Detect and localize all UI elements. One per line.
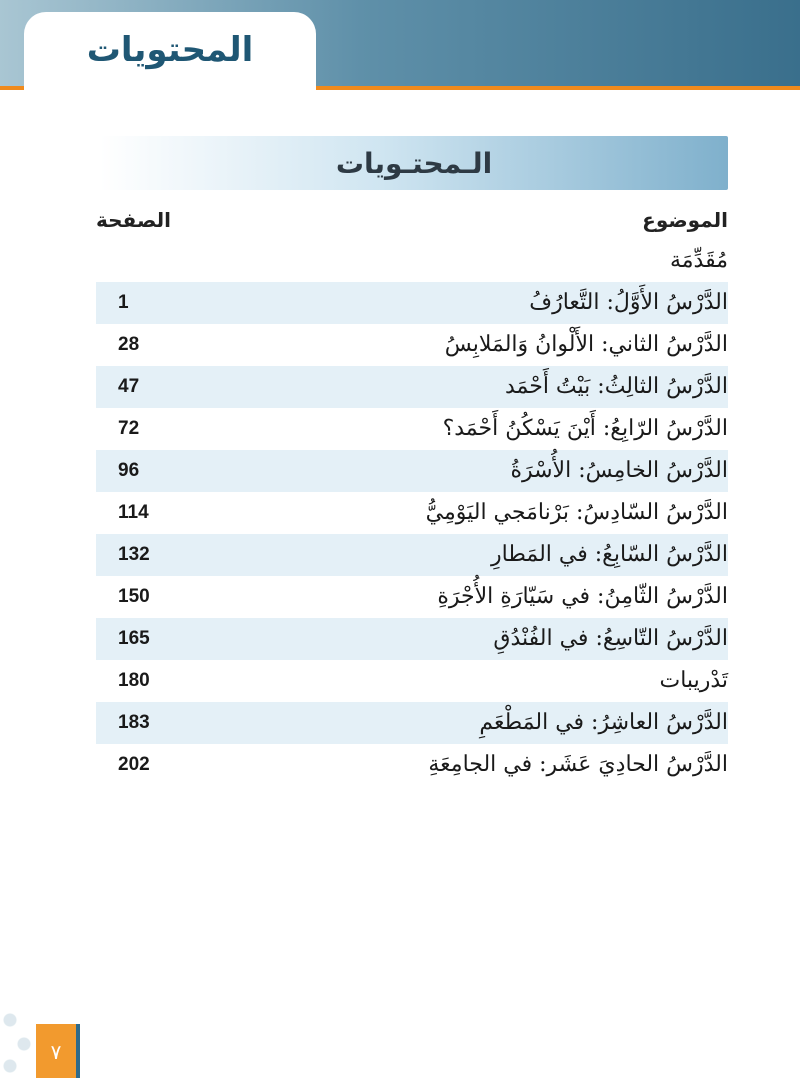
- toc-page: 114: [118, 502, 149, 523]
- toc-row: [96, 744, 728, 786]
- toc-page: 1: [118, 292, 129, 313]
- toc-row: [96, 408, 728, 450]
- toc-row: [96, 534, 728, 576]
- header-title: المحتويات: [86, 30, 254, 70]
- toc-row: [96, 324, 728, 366]
- page-number: ٧: [50, 1040, 62, 1064]
- toc-page: 150: [118, 586, 150, 607]
- page-number-tab-edge: [76, 1024, 80, 1078]
- toc-row: [96, 240, 728, 282]
- toc-row: [96, 618, 728, 660]
- toc-title: الدَّرْسُ الحادِيَ عَشَر: في الجامِعَةِ: [428, 752, 728, 777]
- toc-title: الدَّرْسُ الأَوَّلُ: التَّعارُفُ: [529, 290, 728, 315]
- toc-title: الدَّرْسُ التّاسِعُ: في الفُنْدُقِ: [493, 626, 728, 651]
- toc-page: 183: [118, 712, 150, 733]
- toc-title: مُقَدِّمَة: [669, 248, 728, 273]
- column-header-topic: الموضوع: [642, 208, 728, 232]
- toc-page: 47: [118, 376, 140, 397]
- toc-page: 202: [118, 754, 150, 775]
- toc-row: [96, 660, 728, 702]
- toc-page: 180: [118, 670, 150, 691]
- toc-row: [96, 702, 728, 744]
- toc-row: [96, 366, 728, 408]
- toc-title: الدَّرْسُ الثّامِنُ: في سَيّارَةِ الأُجْرَةِ: [437, 584, 728, 609]
- toc-title: الدَّرْسُ الخامِسُ: الأُسْرَةُ: [510, 458, 728, 483]
- toc-page: 96: [118, 460, 140, 481]
- toc-title: الدَّرْسُ الثاني: الأَلْوانُ وَالمَلابِسُ: [444, 332, 728, 357]
- toc-title: الدَّرْسُ الرّابِعُ: أَيْنَ يَسْكُنُ أَحْمَد؟: [442, 416, 728, 441]
- toc-page: 28: [118, 334, 140, 355]
- toc-page: 132: [118, 544, 150, 565]
- column-header-page: الصفحة: [96, 208, 172, 232]
- toc-title: الدَّرْسُ السّابِعُ: في المَطارِ: [491, 542, 728, 567]
- table-of-contents: [96, 240, 728, 786]
- corner-pattern-decoration: [0, 1000, 36, 1078]
- toc-page: 72: [118, 418, 140, 439]
- toc-row: [96, 450, 728, 492]
- toc-title: الدَّرْسُ السّادِسُ: بَرْنامَجي اليَوْمِيُّ: [425, 500, 728, 525]
- toc-title: الدَّرْسُ العاشِرُ: في المَطْعَمِ: [479, 710, 728, 735]
- toc-page: 165: [118, 628, 150, 649]
- toc-title: تَدْريبات: [659, 668, 728, 693]
- toc-row: [96, 492, 728, 534]
- toc-title: الدَّرْسُ الثالِثُ: بَيْتُ أَحْمَد: [504, 374, 728, 399]
- section-title: الـمحتـويات: [335, 146, 493, 180]
- toc-row: [96, 576, 728, 618]
- toc-row: [96, 282, 728, 324]
